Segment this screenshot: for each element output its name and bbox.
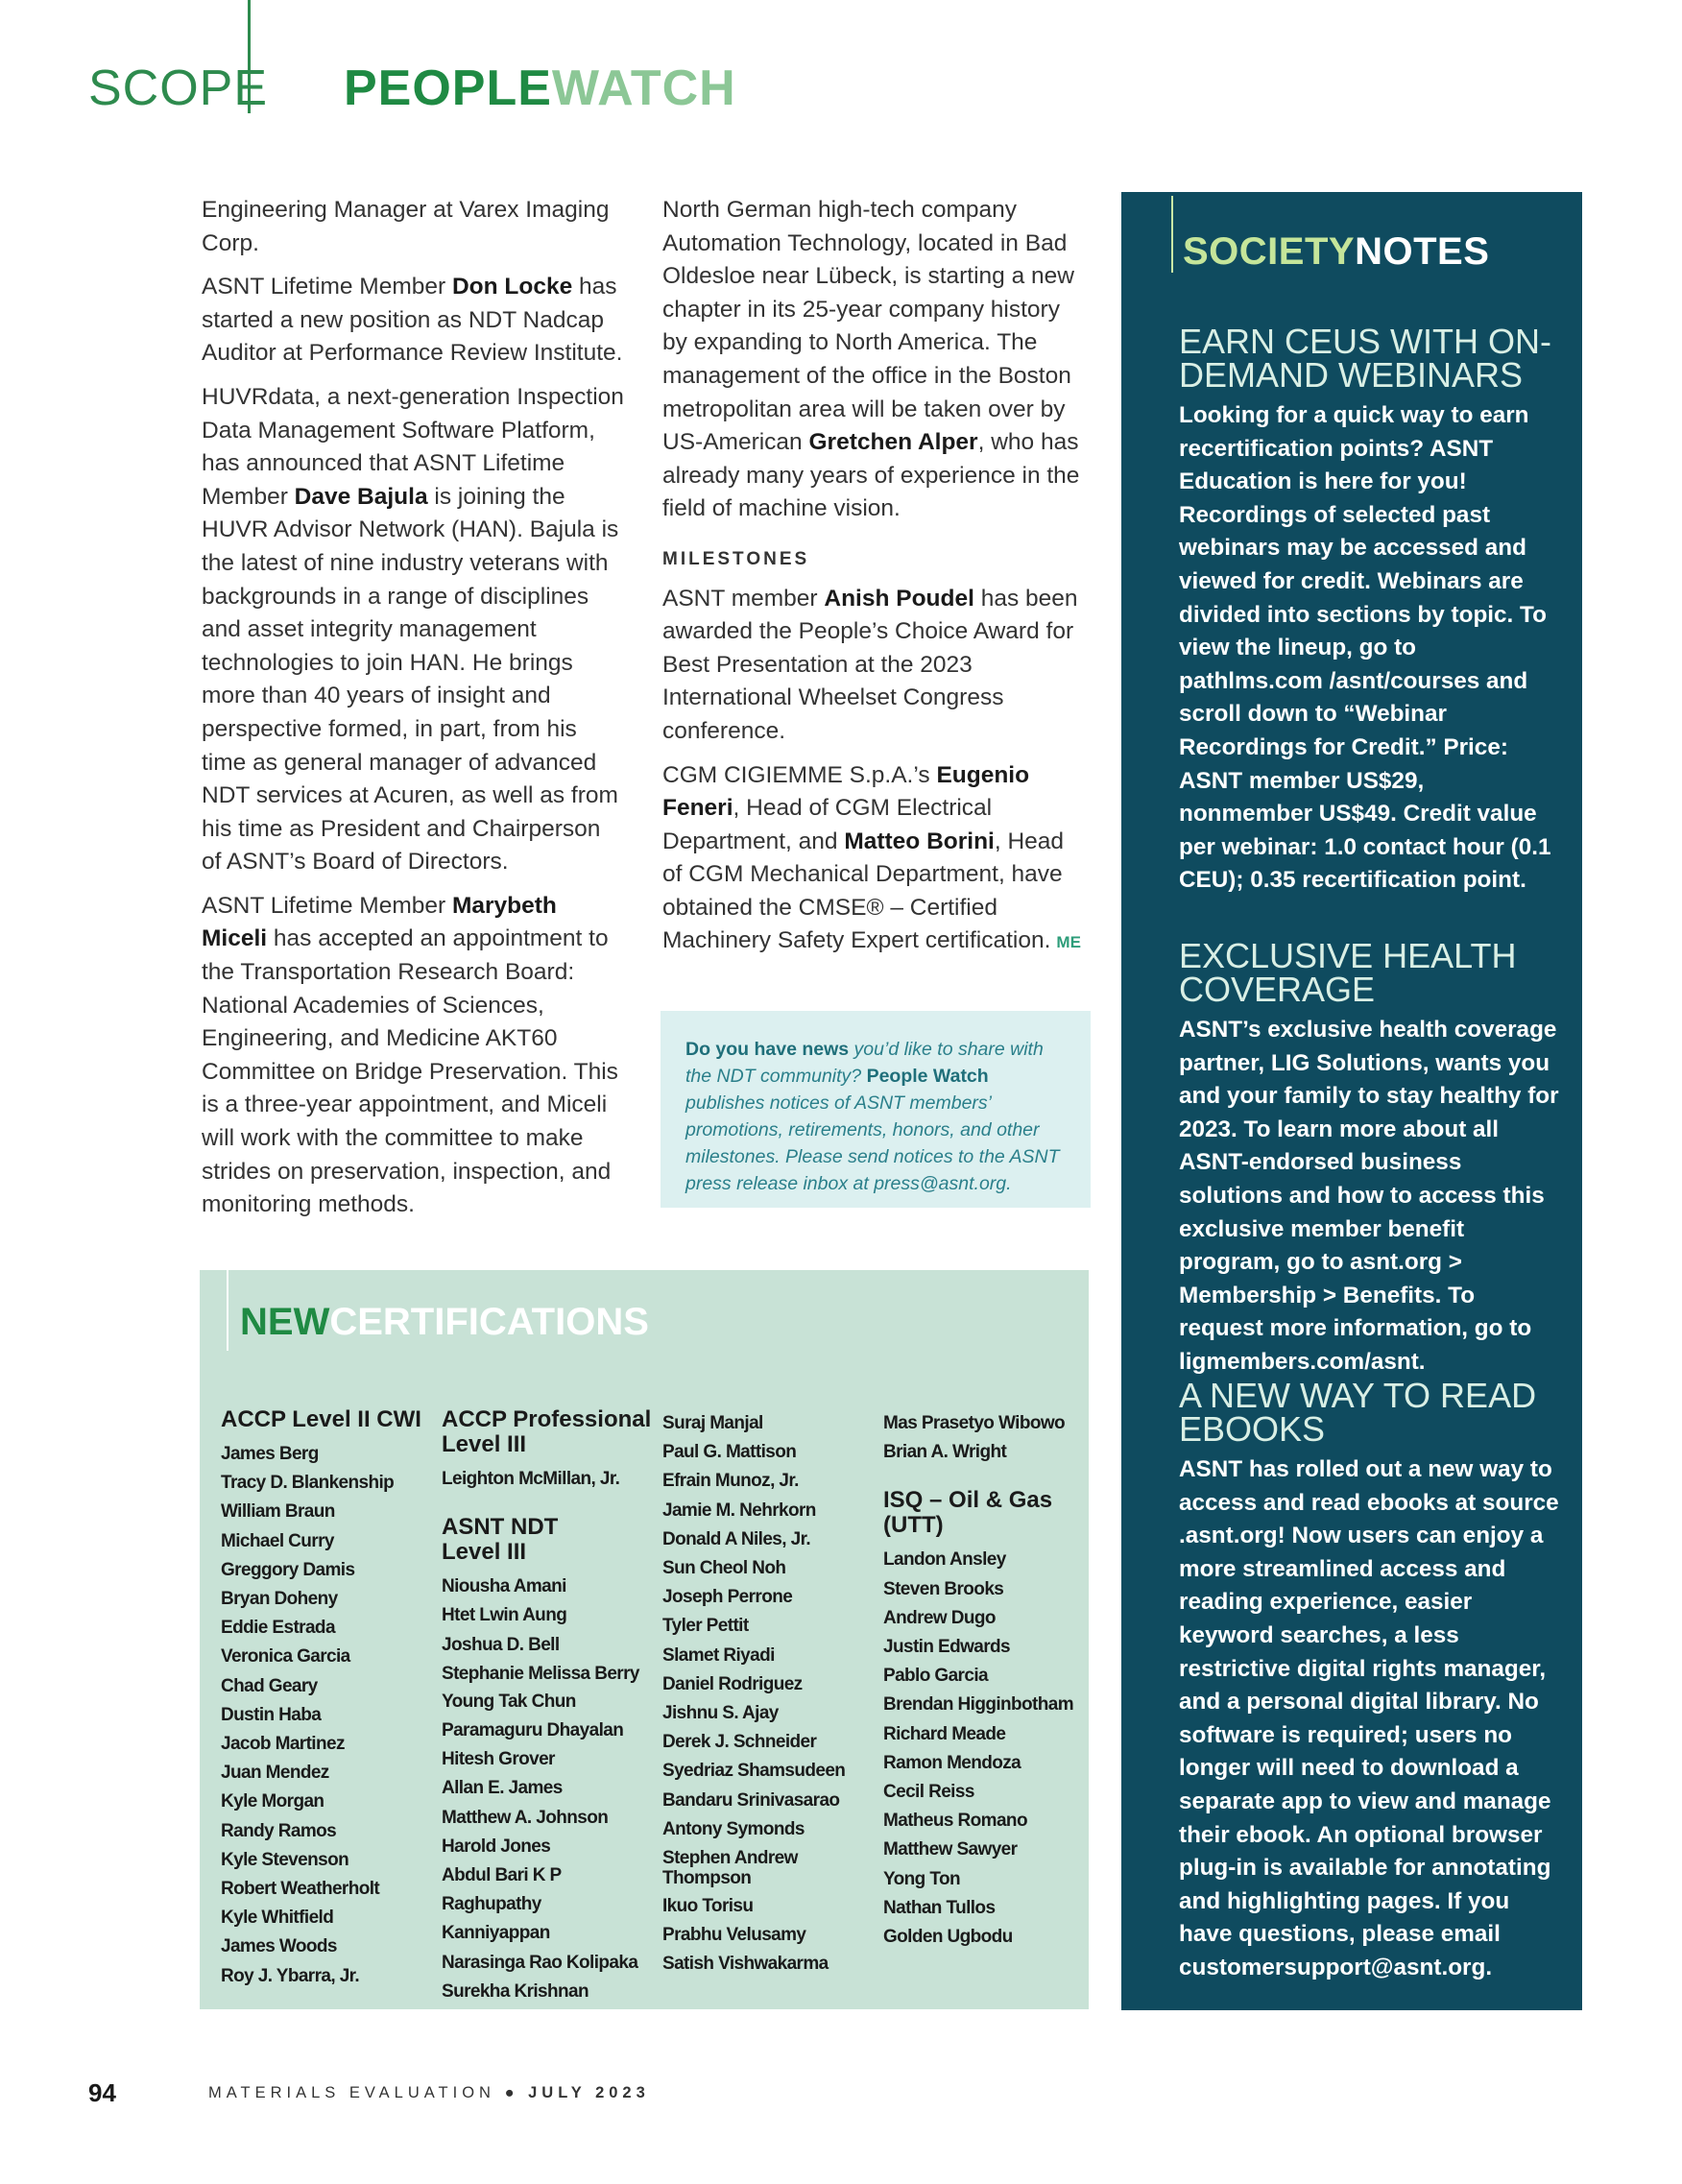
cert-name: Htet Lwin Aung — [442, 1605, 567, 1626]
cert-name: Bandaru Srinivasarao — [662, 1789, 840, 1811]
cert-name: Jamie M. Nehrkorn — [662, 1500, 816, 1521]
cert-name: Roy J. Ybarra, Jr. — [221, 1965, 360, 1986]
cert-name: Allan E. James — [442, 1778, 563, 1799]
cert-name: Syedriaz Shamsudeen — [662, 1761, 846, 1782]
page-header — [88, 60, 736, 117]
header-title-part1: PEOPLE — [343, 60, 552, 116]
callout-text: Do you have news you’d like to share with the NDT community? People Watch publishes notices of ASNT members’ promotions, retirements, honors, and other milestones. Please send notices to the ASNT press release inbox at press@asnt.org. — [685, 1039, 1060, 1194]
cert-name: Young Tak Chun — [442, 1691, 576, 1712]
cert-list — [442, 1572, 653, 2006]
paragraph: CGM CIGIEMME S.p.A.’s Eugenio Feneri, Head of CGM Electrical Department, and Matteo Borini, Head of CGM Mechanical Department, have obtained the CMSE® – Certified Machinery Safety Expert certification. ME — [662, 761, 1081, 954]
cert-name: Suraj Manjal — [662, 1413, 763, 1433]
notes-body: ASNT has rolled out a new way to access and read ebooks at source .asnt.org! Now users can enjoy a more streamlined access and reading experience, easier keyword searches, a less restrictive digital rights manager, and a personal digital library. No software is required; users no longer will need to download a separate app to view and manage their ebook. An optional browser plug-in is available for annotating and highlighting pages. If you have questions, please email customersupport@asnt.org. — [1179, 1456, 1559, 1980]
new-certifications-box — [200, 1270, 1089, 2009]
cert-name: Cecil Reiss — [883, 1782, 974, 1803]
cert-name: Sun Cheol Noh — [662, 1558, 786, 1579]
cert-name: Niousha Amani — [442, 1576, 566, 1597]
cert-name: Brian A. Wright — [883, 1442, 1007, 1463]
cert-name: Tracy D. Blankenship — [221, 1473, 395, 1494]
cert-name: Yong Ton — [883, 1868, 960, 1889]
cert-name: Matthew Sawyer — [883, 1839, 1018, 1860]
cert-name: Matheus Romano — [883, 1811, 1027, 1832]
person-name: Marybeth Miceli — [202, 892, 557, 952]
cert-name: Ikuo Torisu — [662, 1896, 754, 1917]
notes-heading: EARN CEUS WITH ON-DEMAND WEBINARS — [1179, 322, 1552, 395]
cert-name: Chad Geary — [221, 1675, 318, 1696]
certs-title-rule — [227, 1270, 228, 1351]
cert-name: Robert Weatherholt — [221, 1879, 380, 1900]
cert-name: Stephen Andrew Thompson — [662, 1848, 798, 1889]
article-column-2 — [662, 194, 1085, 971]
notes-heading: EXCLUSIVE HEALTH COVERAGE — [1179, 936, 1517, 1009]
paragraph: ASNT Lifetime Member Marybeth Miceli has accepted an appointment to the Transportation Research Board: National Academies of Sciences, Engineering, and Medicine AKT60 Committee on Bridge Preservation. This is a three-year appointment, and Miceli will work with the committee to make strides on preservation, inspection, and monitoring methods. — [202, 892, 618, 1218]
cert-name: Paramaguru Dhayalan — [442, 1720, 624, 1741]
cert-name: Nathan Tullos — [883, 1897, 996, 1918]
cert-name: Joseph Perrone — [662, 1587, 793, 1608]
cert-name: Surekha Krishnan — [442, 1980, 589, 2002]
magazine-info: MATERIALS EVALUATION ● JULY 2023 — [208, 2084, 650, 2101]
me-end-mark-icon: ME — [1056, 933, 1081, 952]
cert-name: Matthew A. Johnson — [442, 1807, 609, 1828]
person-name: Matteo Borini — [844, 828, 995, 854]
cert-name: Steven Brooks — [883, 1578, 1004, 1599]
cert-name: Eddie Estrada — [221, 1618, 335, 1639]
certs-title: NEWCERTIFICATIONS — [240, 1301, 649, 1343]
cert-name: Tyler Pettit — [662, 1616, 749, 1637]
cert-list — [883, 1546, 1094, 1952]
cert-name: Narasinga Rao Kolipaka — [442, 1952, 638, 1973]
cert-name: Slamet Riyadi — [662, 1644, 775, 1666]
person-name: Dave Bajula — [294, 483, 428, 510]
paragraph: Engineering Manager at Varex Imaging Corp. — [202, 197, 610, 256]
notes-heading: A NEW WAY TO READ EBOOKS — [1179, 1376, 1537, 1449]
cert-name: Mas Prasetyo Wibowo — [883, 1413, 1066, 1433]
cert-name: Ramon Mendoza — [883, 1752, 1021, 1773]
society-notes-sidebar — [1121, 192, 1582, 2010]
paragraph: ASNT member Anish Poudel has been awarded the People’s Choice Award for Best Presentation at the 2023 International Wheelset Congress conference. — [662, 585, 1078, 744]
cert-column-1 — [221, 1407, 432, 1991]
cert-name: Pablo Garcia — [883, 1666, 988, 1687]
cert-heading: ISQ – Oil & Gas (UTT) — [883, 1487, 1053, 1539]
cert-name: Randy Ramos — [221, 1820, 337, 1841]
cert-name: Kyle Stevenson — [221, 1849, 349, 1870]
cert-column-3 — [662, 1409, 874, 1980]
news-callout-box — [661, 1011, 1091, 1208]
page-number: 94 — [88, 2078, 116, 2107]
cert-name: Justin Edwards — [883, 1637, 1011, 1658]
notes-body: ASNT’s exclusive health coverage partner, LIG Solutions, wants you and your family to stay healthy for 2023. To learn more about all ASNT-endorsed business solutions and how to access this exclusive member benefit program, go to asnt.org > Membership > Benefits. To request more information, go to ligmembers.com/asnt. — [1179, 1017, 1559, 1375]
notes-section-ebooks — [1179, 1376, 1563, 1985]
person-name: Gretchen Alper — [808, 429, 978, 456]
cert-name: Joshua D. Bell — [442, 1634, 560, 1655]
header-title-part2: WATCH — [551, 60, 736, 116]
cert-list — [221, 1440, 432, 1991]
cert-name: Prabhu Velusamy — [662, 1925, 806, 1946]
cert-name: Golden Ugbodu — [883, 1927, 1013, 1948]
cert-name: Landon Ansley — [883, 1549, 1006, 1571]
cert-name: Greggory Damis — [221, 1559, 355, 1580]
cert-name: Juan Mendez — [221, 1763, 329, 1784]
cert-heading: ACCP Level II CWI — [221, 1406, 421, 1432]
cert-name: Derek J. Schneider — [662, 1732, 817, 1753]
person-name: Anish Poudel — [824, 585, 974, 612]
cert-name: Hitesh Grover — [442, 1749, 555, 1770]
cert-name: Paul G. Mattison — [662, 1442, 797, 1463]
notes-body: Looking for a quick way to earn recertification points? ASNT Education is here for you! Recordings of selected past webinars may be accessed and viewed for credit. Webinars are divided into sections by topic. To view the lineup, go to pathlms.com /asnt/courses and scroll down to “Webinar Recordings for Credit.” Price: ASNT member US$29, nonmember US$49. Credit value per webinar: 1.0 contact hour (0.1 CEU); 0.35 recertification point. — [1179, 402, 1551, 894]
paragraph: North German high-tech company Automation Technology, located in Bad Oldesloe near Lübeck, is starting a new chapter in its 25-year company history by expanding to North America. The management of the office in the Boston metropolitan area will be taken over by US-American Gretchen Alper, who has already many years of experience in the field of machine vision. — [662, 197, 1080, 522]
cert-heading: ASNT NDT Level III — [442, 1514, 559, 1566]
cert-name: Leighton McMillan, Jr. — [442, 1469, 620, 1489]
cert-list — [883, 1409, 1094, 1467]
cert-name: Jishnu S. Ajay — [662, 1703, 779, 1724]
cert-name: William Braun — [221, 1501, 335, 1523]
article-column-1 — [202, 194, 624, 1233]
cert-name: Efrain Munoz, Jr. — [662, 1471, 799, 1492]
cert-name: Abdul Bari K P — [442, 1865, 562, 1886]
sidebar-title-rule — [1171, 196, 1173, 273]
cert-name: Andrew Dugo — [883, 1607, 996, 1628]
cert-name: Veronica Garcia — [221, 1646, 350, 1668]
paragraph: HUVRdata, a next-generation Inspection Data Management Software Platform, has announced that ASNT Lifetime Member Dave Bajula is joining the HUVR Advisor Network (HAN). Bajula is the latest of nine industry veterans with backgrounds in a range of disciplines and asset integrity management technologies to join HAN. He brings more than 40 years of insight and perspective formed, in part, from his time as general manager of advanced NDT services at Acuren, as well as from his time as President and Chairperson of ASNT’s Board of Directors. — [202, 383, 624, 876]
cert-heading: ACCP Professional Level III — [442, 1406, 652, 1457]
cert-name: Dustin Haba — [221, 1704, 322, 1725]
section-label: SCOPE — [88, 60, 269, 116]
cert-name: Antony Symonds — [662, 1818, 805, 1839]
cert-list — [662, 1409, 874, 1980]
notes-section-health — [1179, 936, 1563, 1380]
person-name: Don Locke — [451, 274, 573, 300]
cert-column-2 — [442, 1407, 653, 2006]
notes-section-webinars — [1179, 324, 1563, 898]
cert-name: Donald A Niles, Jr. — [662, 1528, 811, 1549]
milestones-heading: MILESTONES — [662, 548, 810, 569]
cert-name: Richard Meade — [883, 1723, 1006, 1744]
cert-list — [442, 1465, 653, 1494]
cert-name: Brendan Higginbotham — [883, 1694, 1074, 1716]
cert-name: Daniel Rodriguez — [662, 1673, 803, 1694]
cert-name: Satish Vishwakarma — [662, 1954, 829, 1975]
cert-name: Stephanie Melissa Berry — [442, 1663, 639, 1684]
cert-name: Michael Curry — [221, 1530, 334, 1551]
cert-name: Harold Jones — [442, 1836, 551, 1857]
cert-name: Kyle Whitfield — [221, 1908, 334, 1929]
cert-name: Kyle Morgan — [221, 1791, 324, 1812]
sidebar-title: SOCIETYNOTES — [1183, 230, 1490, 273]
paragraph: ASNT Lifetime Member Don Locke has started a new position as NDT Nadcap Auditor at Performance Review Institute. — [202, 274, 623, 367]
cert-name: James Berg — [221, 1444, 319, 1464]
cert-column-4 — [883, 1409, 1094, 1952]
cert-name: Jacob Martinez — [221, 1734, 345, 1755]
cert-name: James Woods — [221, 1936, 337, 1957]
person-name: Eugenio Feneri — [662, 761, 1030, 822]
page-footer — [88, 2078, 760, 2117]
cert-name: Bryan Doheny — [221, 1589, 338, 1610]
cert-name: Raghupathy Kanniyappan — [442, 1894, 550, 1944]
